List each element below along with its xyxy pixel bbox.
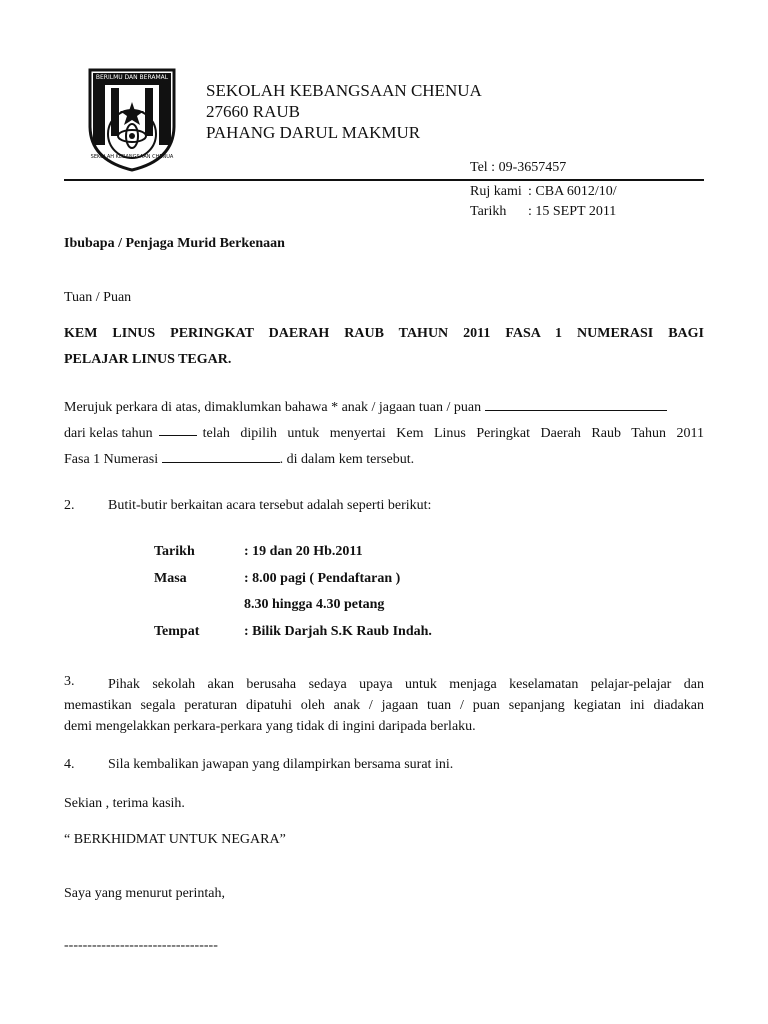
para3-number: 3. [64, 674, 75, 689]
signoff: Saya yang menurut perintah, [64, 886, 225, 901]
header-divider [64, 179, 704, 181]
para3-line-1: Pihak sekolah akan berusaha sedaya upaya untuk menjaga keselamatan pelajar-pelajar dan [108, 677, 704, 692]
paragraph-3 [64, 674, 704, 737]
para1-text-b1: dari kelas tahun [64, 426, 153, 441]
para3-line-2: memastikan segala peraturan dipatuhi oleh anak / jagaan tuan / puan sepanjang kegiatan ini diadakan [64, 698, 704, 713]
paragraph-1 [64, 395, 704, 473]
school-name: SEKOLAH KEBANGSAAN CHENUA [206, 81, 482, 100]
para2-number: 2. [64, 498, 75, 513]
student-name-blank[interactable] [485, 396, 667, 411]
subject-line-1: KEM LINUS PERINGKAT DAERAH RAUB TAHUN 2011 FASA 1 NUMERASI BAGI [64, 326, 704, 341]
crest-ring-text: SEKOLAH KEBANGSAAN CHENUA [90, 154, 174, 160]
addressee: Ibubapa / Penjaga Murid Berkenaan [64, 236, 285, 251]
telephone: Tel : 09-3657457 [470, 160, 567, 175]
para2-text: Butit-butir berkaitan acara tersebut adalah seperti berikut: [108, 498, 432, 513]
class-year-blank[interactable] [159, 421, 197, 436]
detail-tarikh-label: Tarikh [154, 544, 195, 559]
salutation: Tuan / Puan [64, 290, 132, 305]
school-postcode: 27660 RAUB [206, 102, 300, 121]
numeracy-blank[interactable] [162, 448, 280, 463]
closing: Sekian , terima kasih. [64, 796, 185, 811]
para1-text-b2: telah dipilih untuk menyertai Kem Linus Peringkat Daerah Raub Tahun 2011 [202, 426, 704, 441]
detail-tempat-label: Tempat [154, 623, 200, 639]
para1-text-c1: Fasa 1 Numerasi [64, 452, 159, 467]
detail-tarikh-value: : 19 dan 20 Hb.2011 [244, 544, 363, 559]
crest-motto: BERILMU DAN BERAMAL [95, 74, 169, 81]
detail-tempat-value: : Bilik Darjah S.K Raub Indah. [244, 623, 432, 639]
subject-heading [64, 321, 704, 373]
ruj-value: : CBA 6012/10/ [528, 184, 617, 199]
tarikh-label: Tarikh [470, 204, 507, 219]
school-address [206, 80, 482, 143]
para4-number: 4. [64, 757, 75, 772]
detail-masa-value: : 8.00 pagi ( Pendaftaran ) [244, 570, 401, 586]
subject-line-2: PELAJAR LINUS TEGAR. [64, 352, 232, 367]
ruj-label: Ruj kami [470, 184, 522, 199]
detail-masa-label: Masa [154, 570, 187, 586]
para4-text: Sila kembalikan jawapan yang dilampirkan bersama surat ini. [108, 757, 454, 772]
para3-line-3: demi mengelakkan perkara-perkara yang tidak di ingini daripada berlaku. [64, 719, 476, 734]
detail-masa-value-2: 8.30 hingga 4.30 petang [244, 597, 385, 612]
para1-text-a: Merujuk perkara di atas, dimaklumkan bahawa * anak / jagaan tuan / puan [64, 400, 482, 415]
event-details [154, 539, 432, 645]
signature-line: --------------------------------- [64, 938, 218, 953]
tarikh-value: : 15 SEPT 2011 [528, 204, 617, 219]
para1-text-c2: . di dalam kem tersebut. [279, 452, 415, 467]
school-state: PAHANG DARUL MAKMUR [206, 123, 421, 142]
reference-block [470, 182, 617, 222]
motto: “ BERKHIDMAT UNTUK NEGARA” [64, 832, 286, 847]
